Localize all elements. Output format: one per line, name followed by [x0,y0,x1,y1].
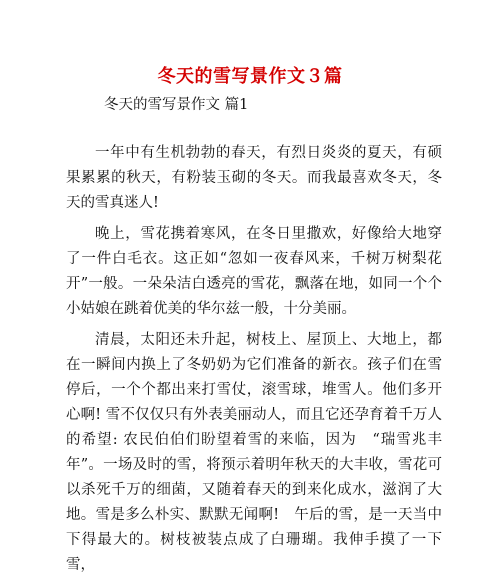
document-title: 冬天的雪写景作文３篇 [157,66,343,87]
paragraph-1: 一年中有生机勃勃的春天，有烈日炎炎的夏天，有硕果累累的秋天，有粉装玉砌的冬天。而我最喜欢冬天，冬天的雪真迷人! [66,145,442,211]
document-subtitle: 冬天的雪写景作文 篇1 [104,97,249,113]
document-body [66,141,442,584]
paragraph-2: 晚上，雪花携着寒风，在冬日里撒欢，好像给大地穿了一件白毛衣。这正如“忽如一夜春风来，千树万树梨花开”一般。一朵朵洁白透亮的雪花，飘落在地，如同一个个小姑娘在跳着优美的华尔兹一般，十分美丽。 [66,226,442,317]
paragraph-3: 清晨，太阳还未升起，树枝上、屋顶上、大地上，都在一瞬间内换上了冬奶奶为它们准备的新衣。孩子们在雪停后，一个个都出来打雪仗，滚雪球，堆雪人。他们多开心啊! 雪不仅仅只有外表美丽动人，而且它还孕育着千万人的希望: 农民伯伯们盼望着雪的来临，因为 “瑞雪兆丰年”。一场及时的雪，将预示着明年秋天的大丰收，雪花可以杀死千万的细菌，又随着春天的到来化成水，滋润了大地。雪是多么朴实、默默无闻啊! 午后的雪，是一天当中下得最大的。树枝被装点成了白珊瑚。我伸手摸了一下雪， [66,332,442,573]
